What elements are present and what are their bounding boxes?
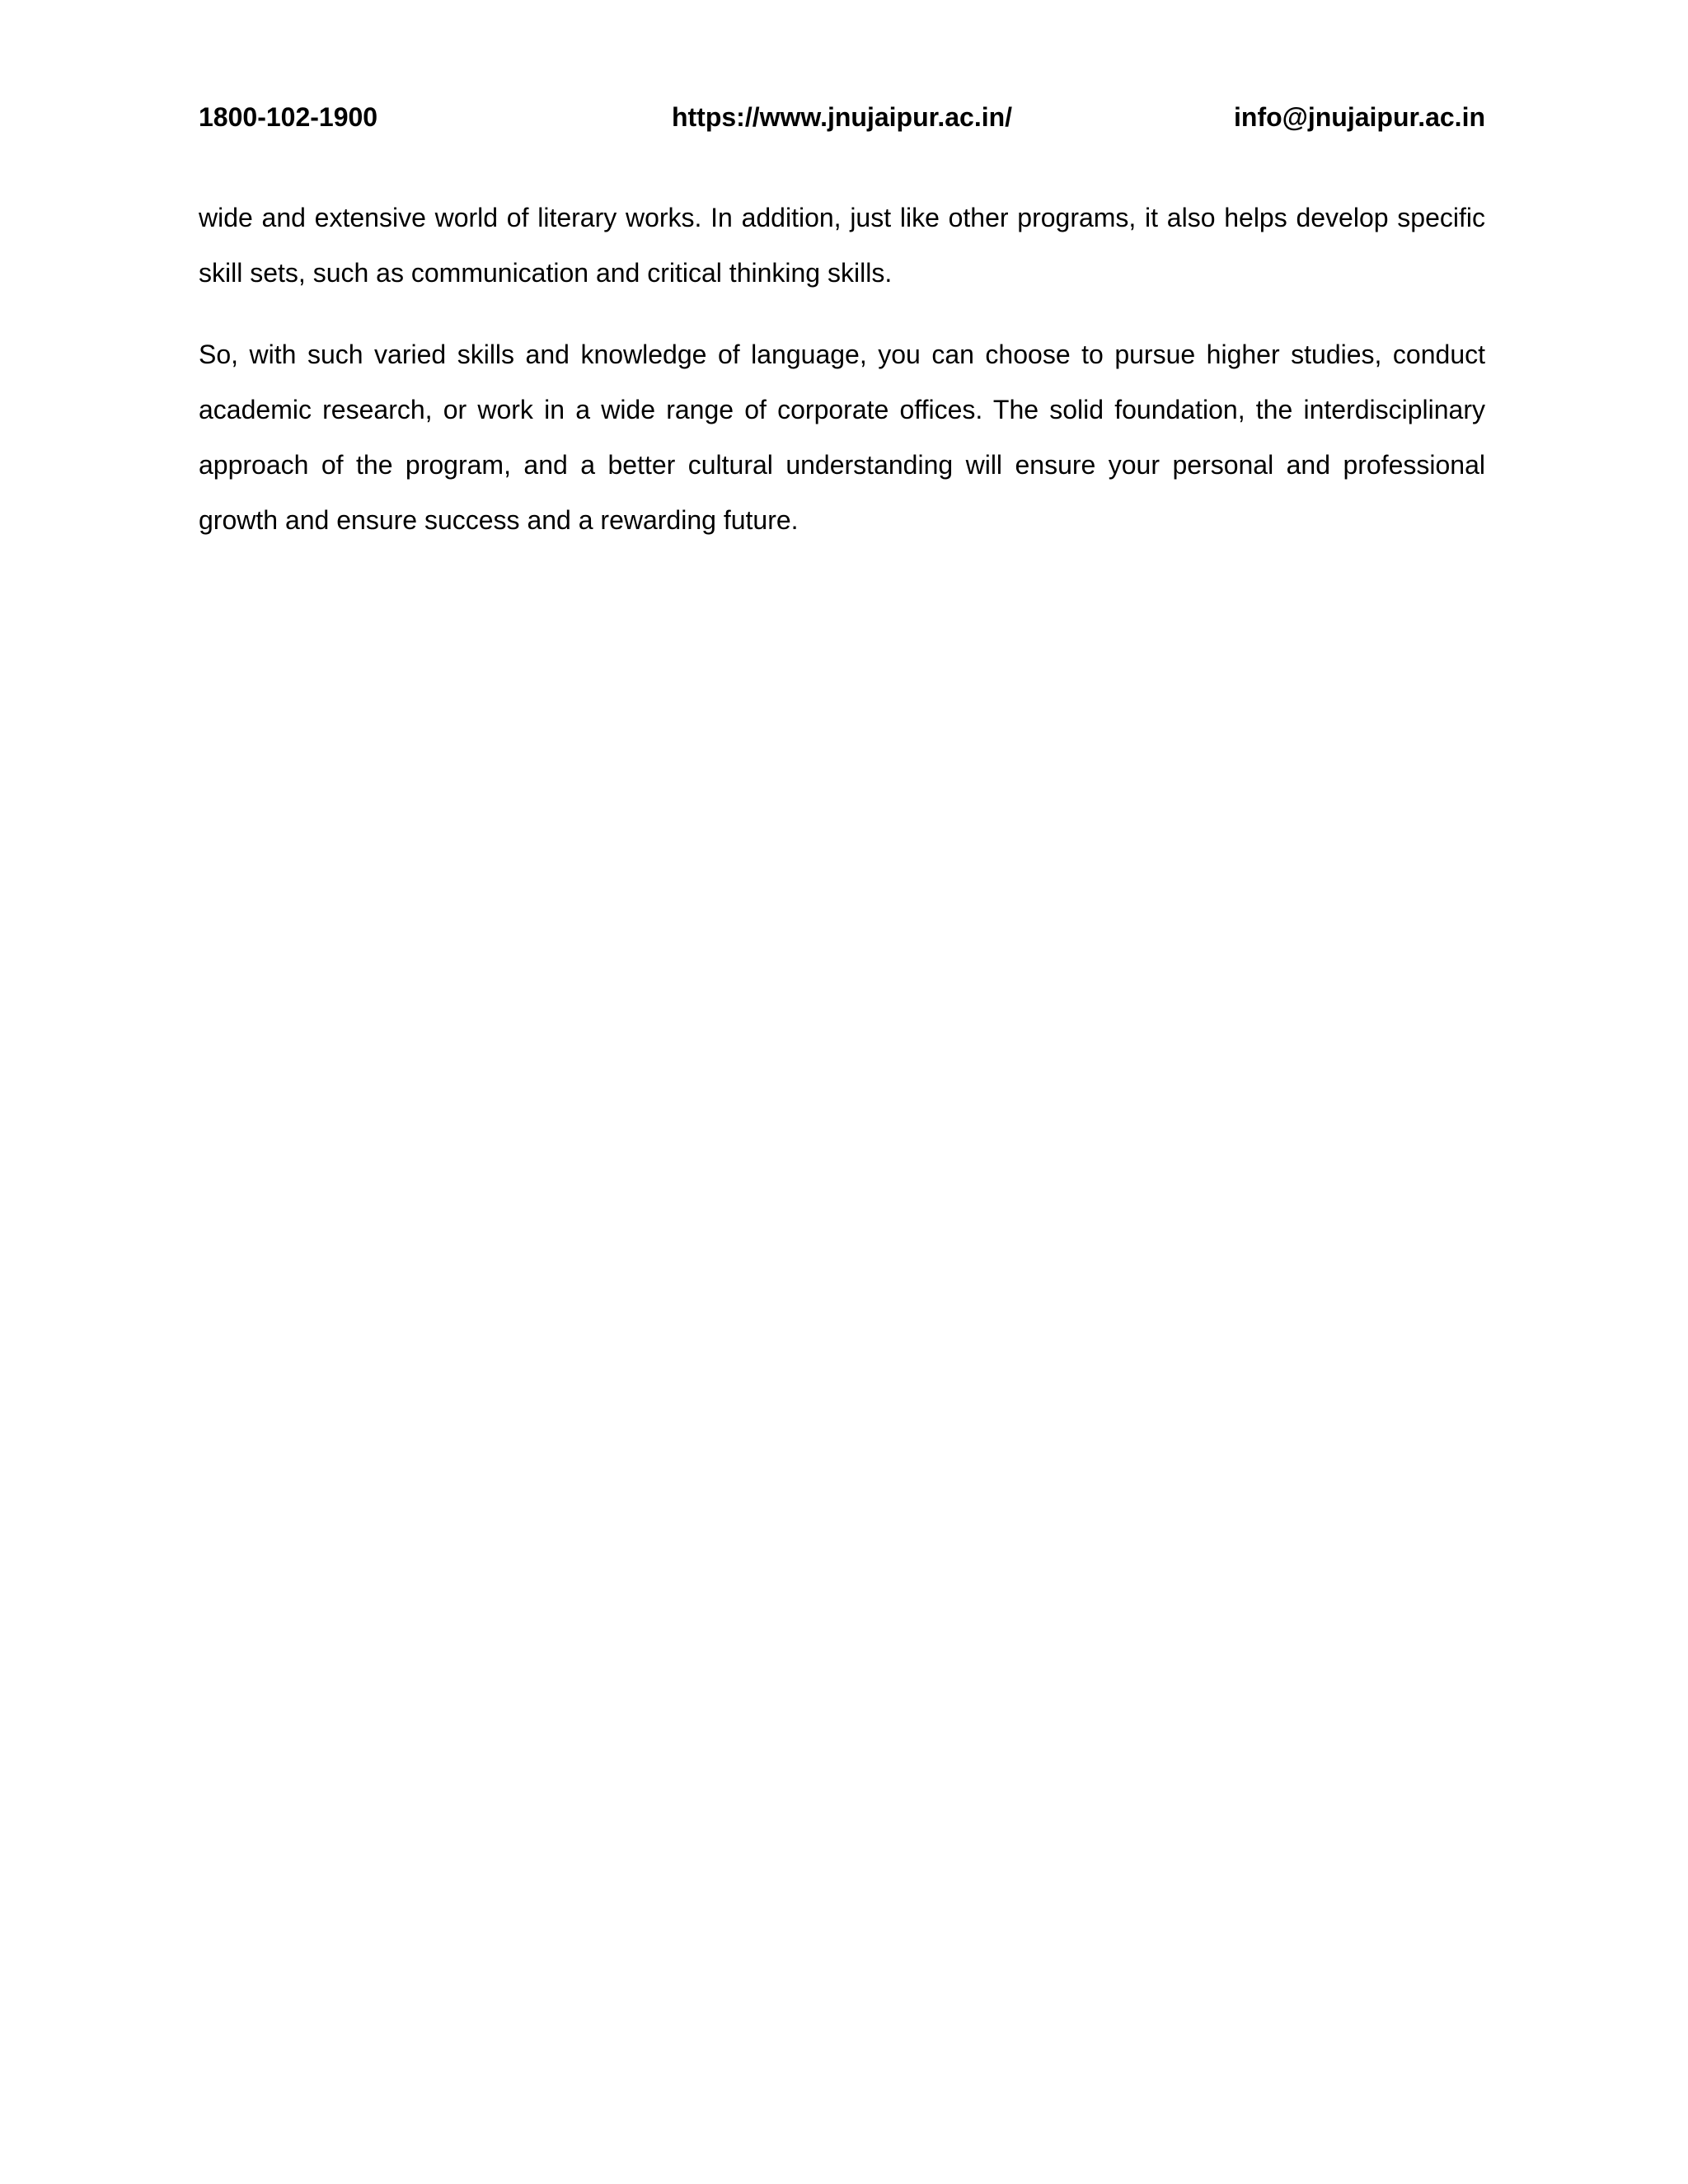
paragraph-1: wide and extensive world of literary works. In addition, just like other programs, it also helps develop specific skill sets, such as communication and critical thinking skills. xyxy=(199,203,1485,288)
header-website: https://www.jnujaipur.ac.in/ xyxy=(671,102,1013,132)
page-header xyxy=(199,99,1485,135)
header-email: info@jnujaipur.ac.in xyxy=(1234,102,1485,132)
header-phone: 1800-102-1900 xyxy=(199,102,378,132)
document-body xyxy=(199,190,1485,574)
paragraph-2: So, with such varied skills and knowledge of language, you can choose to pursue higher studies, conduct academic research, or work in a wide range of corporate offices. The solid foundation, the interdisciplinary approach of the program, and a better cultural understanding will ensure your personal and professional growth and ensure success and a rewarding future. xyxy=(199,340,1485,535)
